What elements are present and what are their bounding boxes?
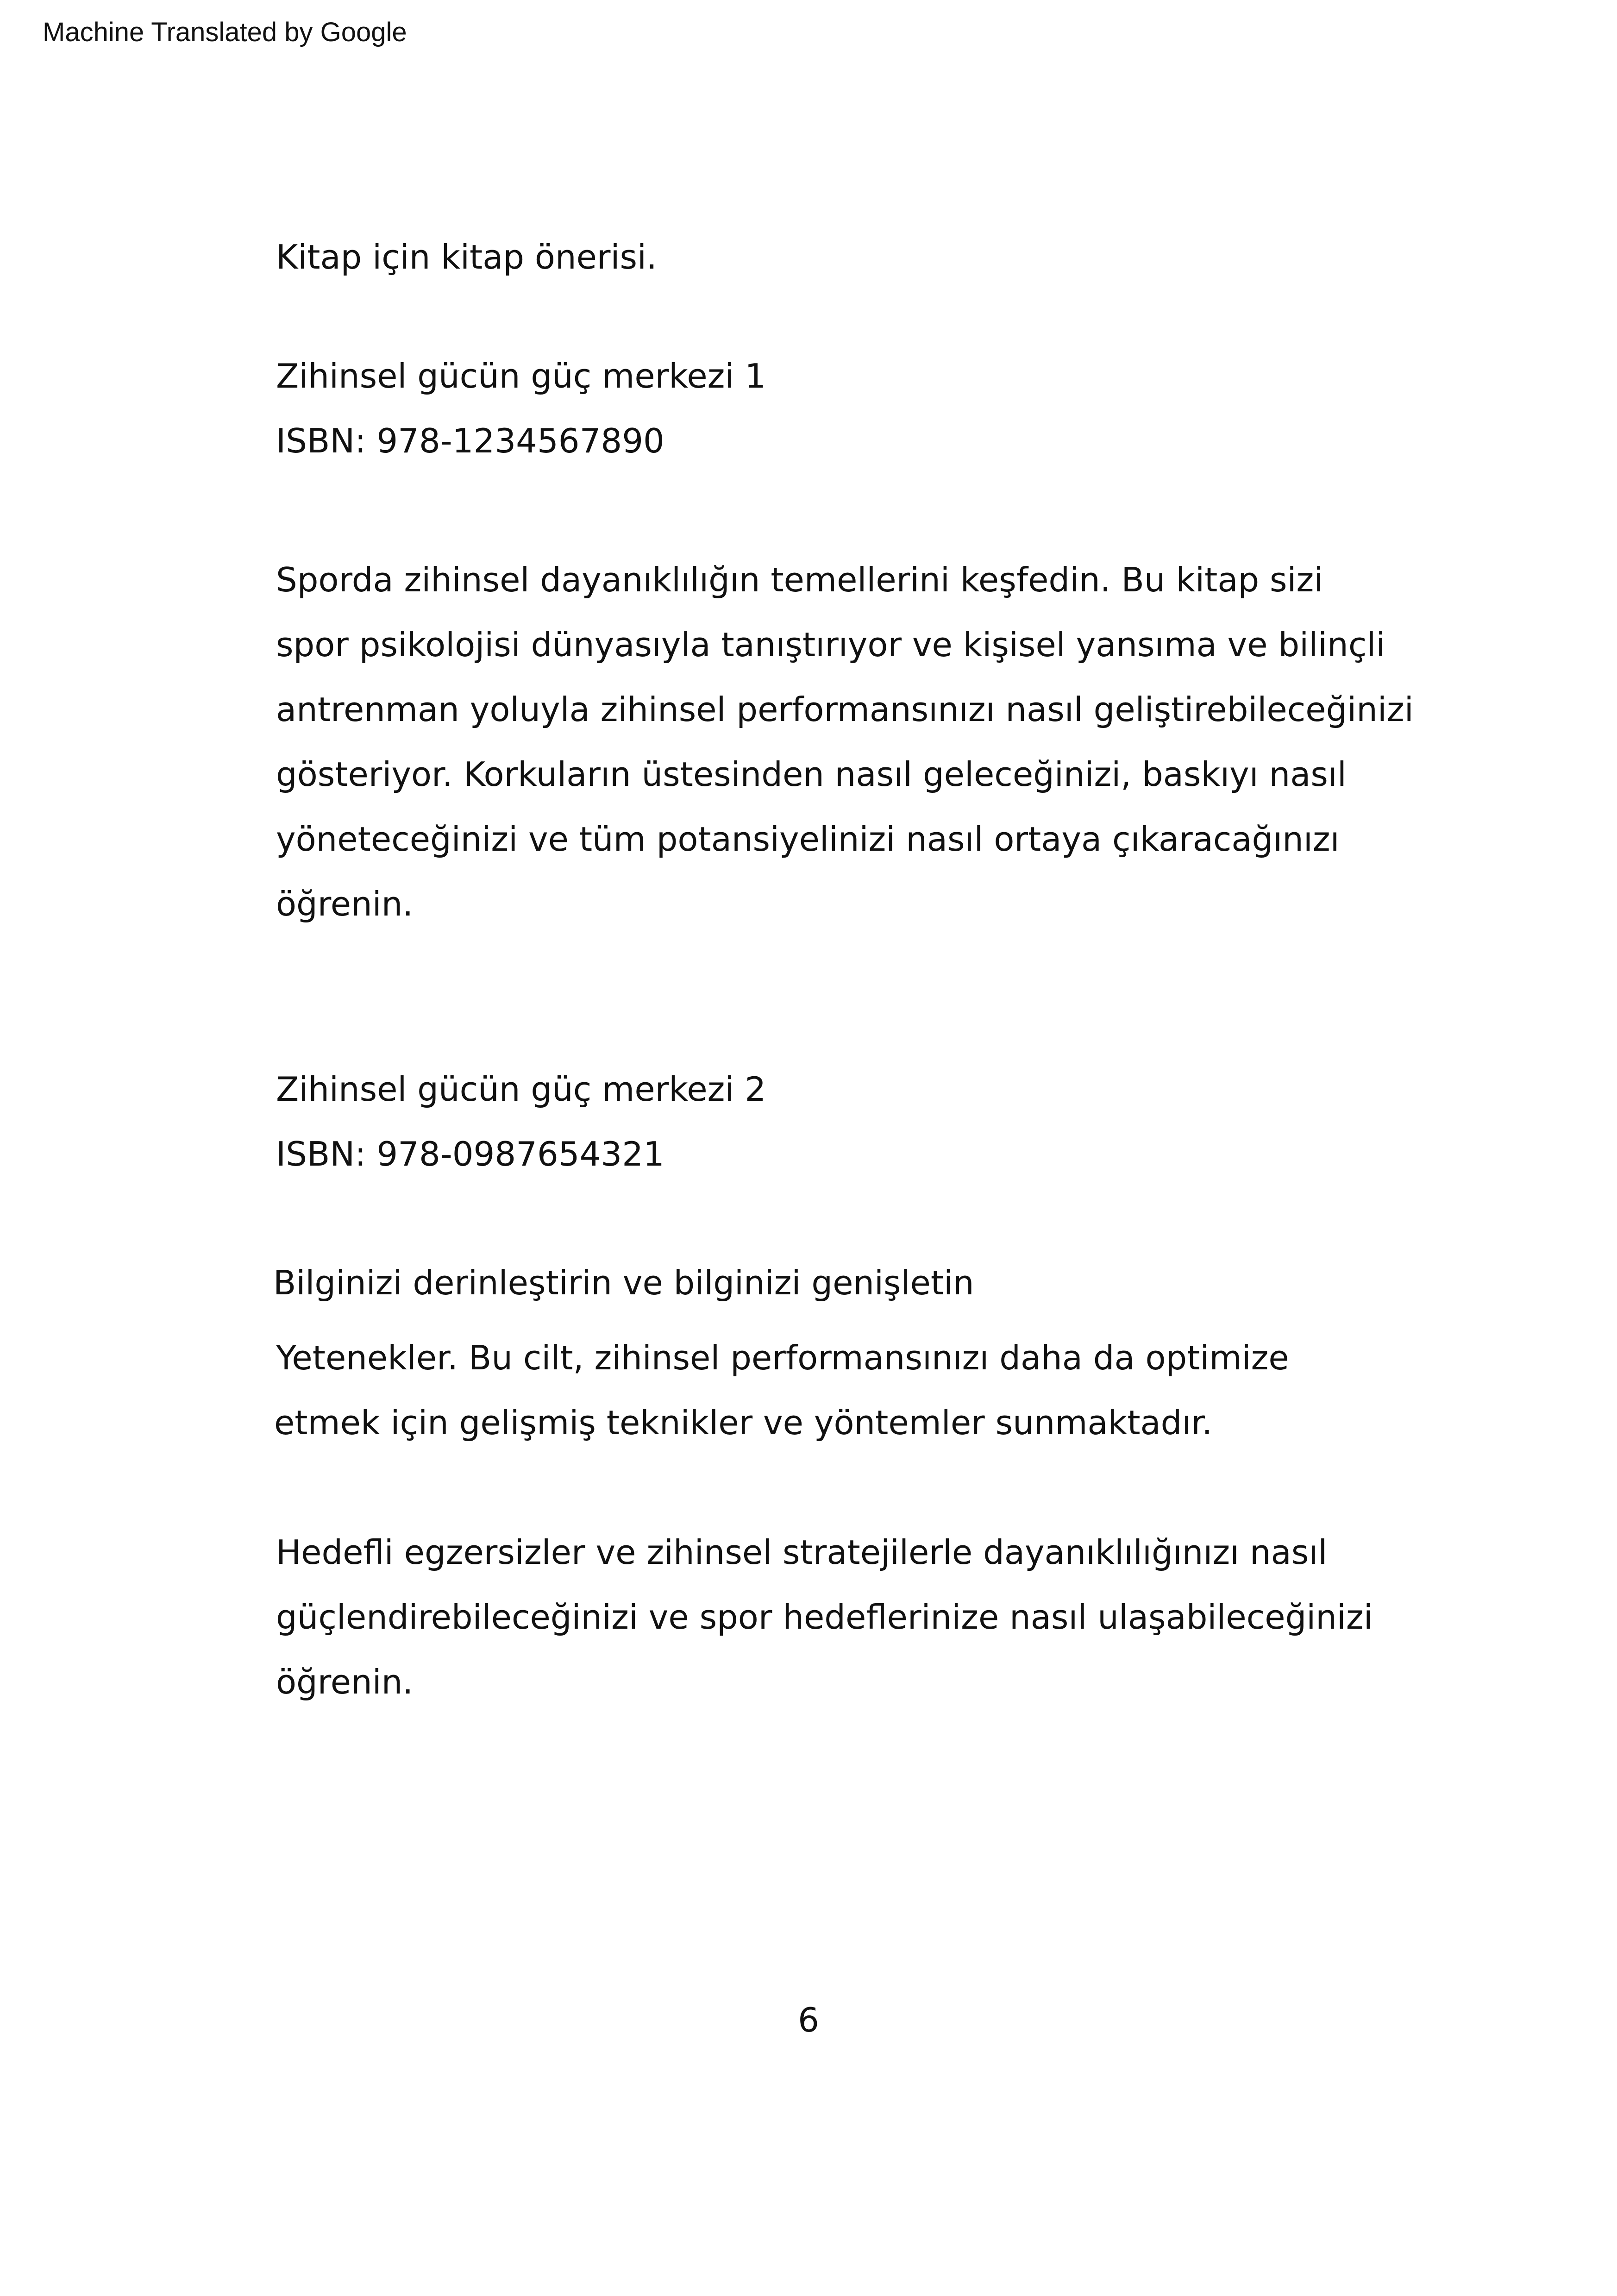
machine-translation-banner: Machine Translated by Google [43, 17, 407, 47]
book-2-paragraph-line: Hedefli egzersizler ve zihinsel stratejilerle dayanıklılığınızı nasıl [276, 1533, 1328, 1572]
book-1-description-line: yöneteceğinizi ve tüm potansiyelinizi nasıl ortaya çıkaracağınızı [276, 820, 1340, 859]
book-2-isbn: ISBN: 978-0987654321 [276, 1135, 664, 1173]
book-2-description-line: Bilginizi derinleştirin ve bilginizi genişletin [273, 1263, 974, 1302]
book-2-paragraph-line: güçlendirebileceğinizi ve spor hedeflerinize nasıl ulaşabileceğinizi [276, 1598, 1373, 1637]
book-1-isbn: ISBN: 978-1234567890 [276, 421, 664, 460]
page-heading: Kitap için kitap önerisi. [276, 238, 657, 276]
book-2-paragraph-line: öğrenin. [276, 1662, 414, 1701]
book-2-description-line: etmek için gelişmiş teknikler ve yöntemler sunmaktadır. [274, 1403, 1213, 1442]
book-1-description-line: antrenman yoluyla zihinsel performansınızı nasıl geliştirebileceğinizi [276, 690, 1414, 729]
book-1-description-line: spor psikolojisi dünyasıyla tanıştırıyor ve kişisel yansıma ve bilinçli [276, 625, 1385, 664]
book-1-description-line: Sporda zihinsel dayanıklılığın temellerini keşfedin. Bu kitap sizi [276, 560, 1323, 599]
book-2-description-line: Yetenekler. Bu cilt, zihinsel performansınızı daha da optimize [276, 1338, 1289, 1377]
page-number: 6 [798, 2001, 819, 2039]
book-1-description-line: öğrenin. [276, 885, 414, 923]
book-1-title: Zihinsel gücün güç merkezi 1 [276, 357, 766, 395]
book-2-title: Zihinsel gücün güç merkezi 2 [276, 1070, 766, 1109]
book-1-description-line: gösteriyor. Korkuların üstesinden nasıl geleceğinizi, baskıyı nasıl [276, 755, 1347, 794]
